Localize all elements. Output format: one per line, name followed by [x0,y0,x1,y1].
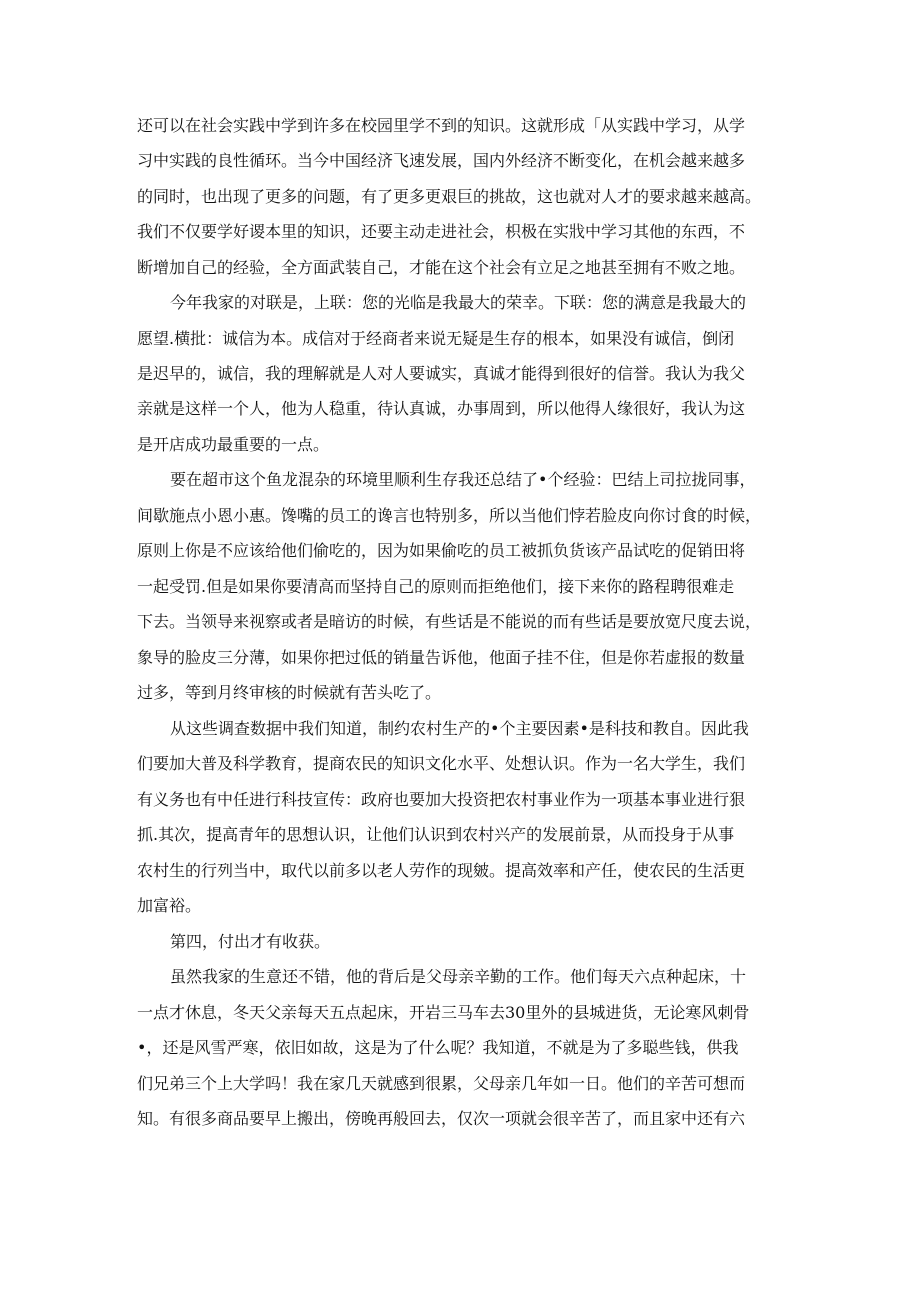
text-line: 们兄弟三个上大学吗！我在家几天就感到很累，父母亲几年如一日。他们的辛苦可想而 [137,1074,746,1093]
text-line: 是迟早的，诚信，我的理解就是人对人要诚实，真诚才能得到很好的信誉。我认为我父 [137,364,746,383]
section-heading: 第四，付出才有收获。 [170,932,331,951]
text-line: 间歇施点小恩小惠。馋嘴的员工的谗言也特别多，所以当他们悖若脸皮向你讨食的时候， [137,506,762,525]
text-line: 是开店成功最重要的一点。 [137,435,330,454]
text-line: 的同时，也出现了更多的问题，有了更多更艰巨的挑故，这也就对人才的要求越来越高。 [137,187,762,206]
text-line: 农村生的行列当中，取代以前多以老人劳作的现皴。提高效率和产任，使农民的生活更 [137,861,746,880]
text-line: 还可以在社会实践中学到许多在校园里学不到的知识。这就形成「从实践中学习，从学 [137,116,746,135]
text-line: 习中实践的良性循环。当今中国经济飞速发展，国内外经济不断变化，在机会越来越多 [137,151,746,170]
text-line: 愿望.横批：诚信为本。成信对于经商者来说无疑是生存的根本，如果没有诚信，倒闭 [137,329,735,348]
text-line: •，还是风雪严寒，依旧如故，这是为了什么呢？我知道，不就是为了多聪些钱，供我 [137,1038,739,1057]
text-line: 从这些调查数据中我们知道，制约农村生产的•个主要因素•是科技和教自。因此我 [170,719,749,738]
text-line: 断增加自己的经验，全方面武装自己，才能在这个社会有立足之地甚至拥有不败之地。 [137,258,746,277]
text-line: 抓.其次，提高青年的思想认识，让他们认识到农村兴产的发展前景，从而投身于从事 [137,825,735,844]
text-line: 们要加大普及科学教育，提商农民的知识文化水平、处想认识。作为一名大学生，我们 [137,754,746,773]
text-line: 一起受罚.但是如果你要清高而坚持自己的原则而拒绝他们，接下来你的路程聘很难走 [137,577,735,596]
text-line: 今年我家的对联是，上联：您的光临是我最大的荣幸。下联：您的满意是我最大的 [170,293,747,312]
text-line: 原则上你是不应该给他们偷吃的，因为如果偷吃的员工被抓负货该产品试吃的促销田将 [137,541,746,560]
text-line: 过多，等到月终审核的时候就有苦头吃了。 [137,683,442,702]
text-line: 加富裕。 [137,896,202,915]
text-line: 下去。当领导来视察或者是暗访的时候，有些话是不能说的而有些话是要放宽尺度去说， [137,612,762,631]
text-line: 亲就是这样一个人，他为人稳重，待认真诚，办事周到，所以他得人缘很好，我认为这 [137,399,746,418]
text-line: 虽然我家的生意还不错，他的背后是父母亲辛勤的工作。他们每天六点种起床，十 [170,967,747,986]
text-line: 象导的脸皮三分薄，如果你把过低的销量告诉他，他面子挂不住，但是你若虚报的数量 [137,648,746,667]
text-line: 要在超市这个鱼龙混杂的环境里顺利生存我还总结了•个经验：巴结上司拉拢同事， [170,470,756,489]
text-line: 有义务也有中任进行科技宣传：政府也要加大投资把农村事业作为一项基本事业进行狠 [137,790,746,809]
text-line: 一点才休息，冬天父亲每天五点起床，开岩三马车去30里外的县城进货，无论寒风刺骨 [137,1003,750,1022]
text-line: 知。有很多商品要早上搬出，傍晚再般回去，仅次一项就会很辛苦了，而且家中还有六 [137,1109,746,1128]
text-line: 我们不仅要学好谡本里的知识，还要主动走进社会，枳极在实戕中学习其他的东西，不 [137,222,746,241]
